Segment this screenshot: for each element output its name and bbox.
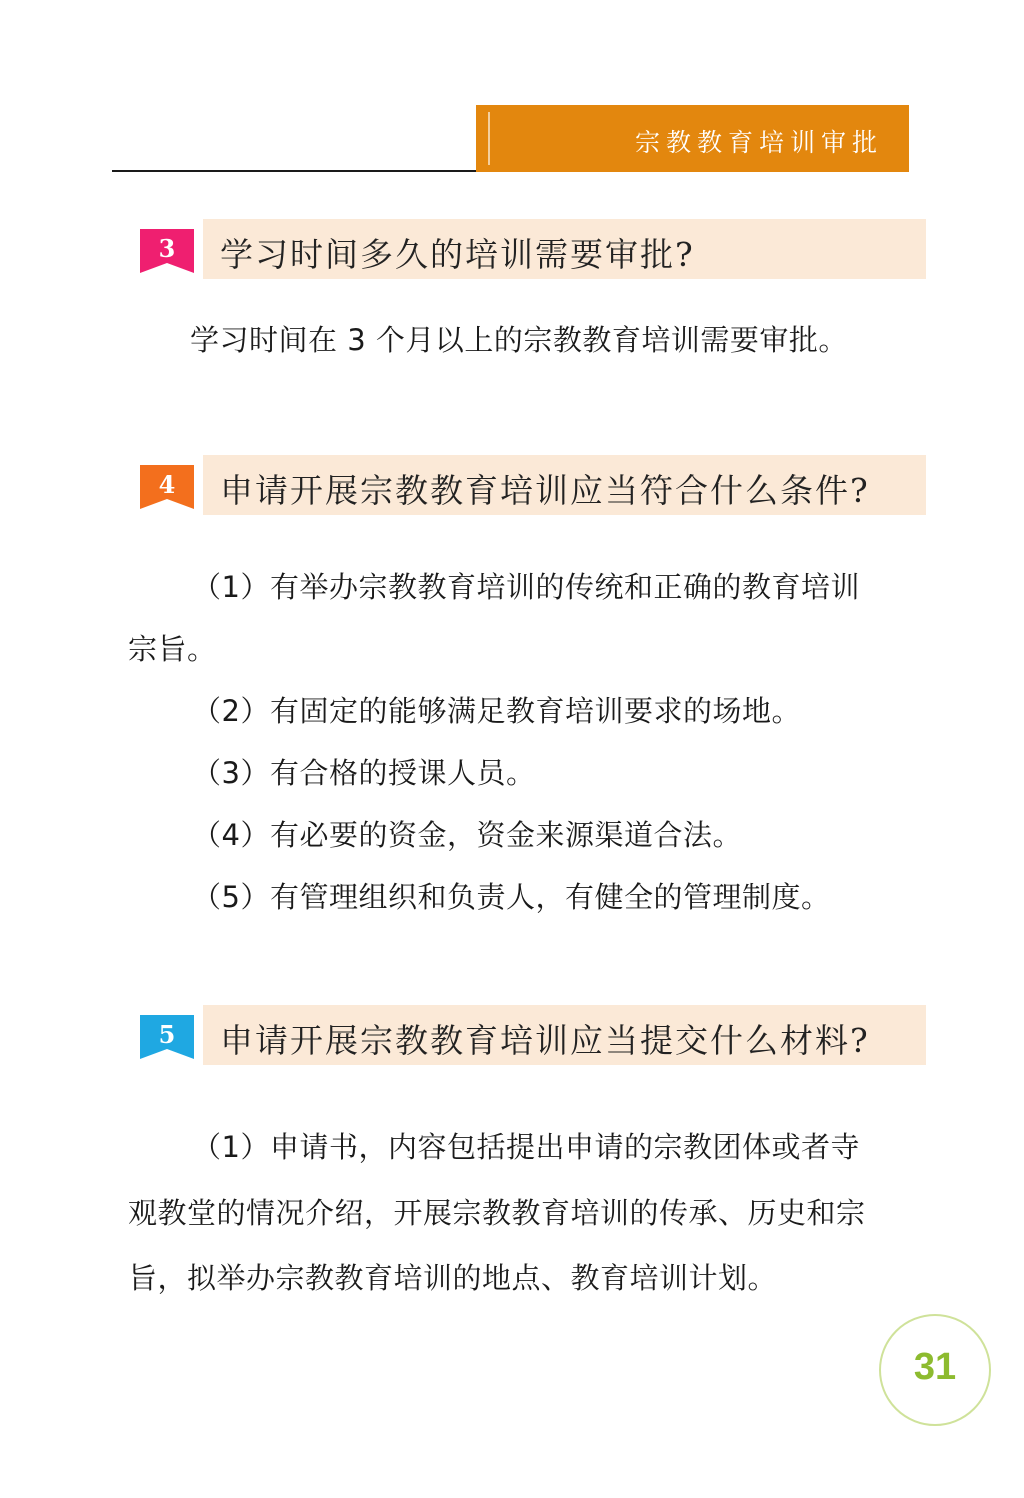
answer-item-continuation: 宗旨。 xyxy=(128,632,217,666)
answer-item-continuation: 观教堂的情况介绍，开展宗教教育培训的传承、历史和宗 xyxy=(128,1196,866,1230)
question-block-3 xyxy=(140,219,930,281)
header-tab-accent-line xyxy=(488,112,490,165)
question-text: 申请开展宗教教育培训应当符合什么条件? xyxy=(220,471,870,510)
page-number: 31 xyxy=(913,1346,957,1388)
chapter-title: 宗教教育培训审批 xyxy=(634,128,883,157)
question-block-5 xyxy=(140,1005,930,1067)
question-text: 申请开展宗教教育培训应当提交什么材料? xyxy=(220,1021,870,1060)
header-rule xyxy=(112,170,478,172)
answer-item: （2）有固定的能够满足教育培训要求的场地。 xyxy=(192,694,801,728)
answer-item: （1）申请书，内容包括提出申请的宗教团体或者寺 xyxy=(192,1130,860,1164)
answer-item: （3）有合格的授课人员。 xyxy=(192,756,536,790)
answer-item: （5）有管理组织和负责人，有健全的管理制度。 xyxy=(192,880,831,914)
question-number-badge xyxy=(140,229,194,273)
question-number: 3 xyxy=(158,234,176,263)
answer-item: （1）有举办宗教教育培训的传统和正确的教育培训 xyxy=(192,570,860,604)
chapter-header-tab xyxy=(476,105,909,172)
question-text: 学习时间多久的培训需要审批? xyxy=(220,235,695,274)
answer-item: （4）有必要的资金，资金来源渠道合法。 xyxy=(192,818,742,852)
page-number-circle xyxy=(879,1314,991,1426)
question-number: 4 xyxy=(158,470,176,499)
question-number: 5 xyxy=(158,1020,176,1049)
question-number-badge xyxy=(140,465,194,509)
answer-paragraph: 学习时间在 3 个月以上的宗教教育培训需要审批。 xyxy=(190,323,848,357)
answer-item-continuation: 旨，拟举办宗教教育培训的地点、教育培训计划。 xyxy=(128,1261,778,1295)
question-number-badge xyxy=(140,1015,194,1059)
question-block-4 xyxy=(140,455,930,517)
